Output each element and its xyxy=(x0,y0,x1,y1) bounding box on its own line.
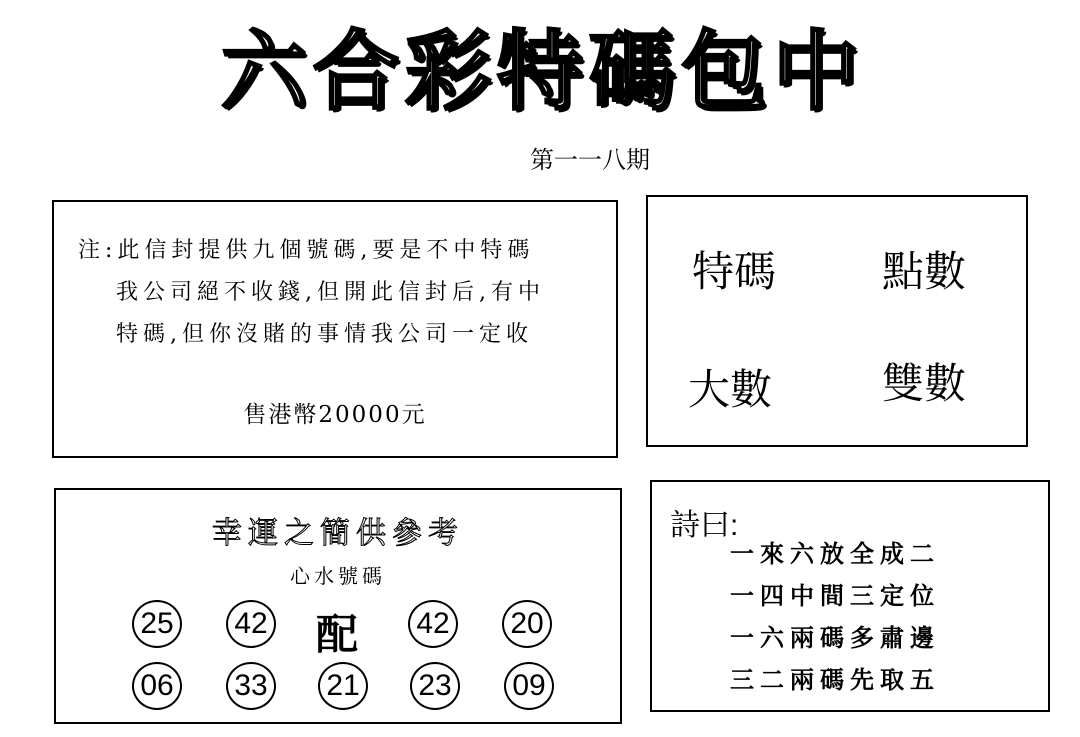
poem-line: 一四中間三定位 xyxy=(730,581,940,610)
note-box xyxy=(52,200,618,458)
poem-line: 三二兩碼先取五 xyxy=(730,665,940,694)
title-char: 中 xyxy=(773,22,859,122)
attribute-box xyxy=(646,195,1028,447)
attribute-label: 大數 xyxy=(688,366,773,413)
lucky-subheading: 心水號碼 xyxy=(290,564,386,588)
issue-number: 第一一八期 xyxy=(530,147,650,174)
poem-line: 一來六放全成二 xyxy=(730,539,940,568)
number-ball: 06 xyxy=(132,662,182,710)
lucky-numbers-box xyxy=(54,488,622,724)
page-title xyxy=(190,22,890,122)
title-char: 包 xyxy=(681,22,767,122)
number-ball: 20 xyxy=(502,600,552,648)
pair-mark: 配 xyxy=(316,610,359,659)
poem-line: 一六兩碼多肅邊 xyxy=(730,623,940,652)
note-line: 特碼,但你沒賭的事情我公司一定收 xyxy=(116,322,533,347)
poem-title: 詩曰: xyxy=(670,509,739,542)
title-char: 六 xyxy=(221,22,307,122)
note-line: 注:此信封提供九個號碼,要是不中特碼 xyxy=(78,238,535,263)
note-line: 我公司絕不收錢,但開此信封后,有中 xyxy=(116,280,545,305)
number-ball: 42 xyxy=(408,600,458,648)
poem-box xyxy=(650,480,1050,712)
lucky-heading: 幸運之簡供參考 xyxy=(212,516,464,551)
attribute-label: 點數 xyxy=(882,248,967,295)
number-ball: 21 xyxy=(318,662,368,710)
number-ball: 09 xyxy=(504,662,554,710)
number-ball: 42 xyxy=(226,600,276,648)
price-text: 售港幣20000元 xyxy=(243,402,427,428)
number-ball: 33 xyxy=(226,662,276,710)
title-char: 合 xyxy=(313,22,399,122)
attribute-label: 雙數 xyxy=(882,360,967,407)
number-ball: 25 xyxy=(132,600,182,648)
title-char: 彩 xyxy=(405,22,491,122)
number-ball: 23 xyxy=(410,662,460,710)
title-char: 特 xyxy=(497,22,583,122)
title-char: 碼 xyxy=(589,22,675,122)
attribute-label: 特碼 xyxy=(692,248,777,295)
